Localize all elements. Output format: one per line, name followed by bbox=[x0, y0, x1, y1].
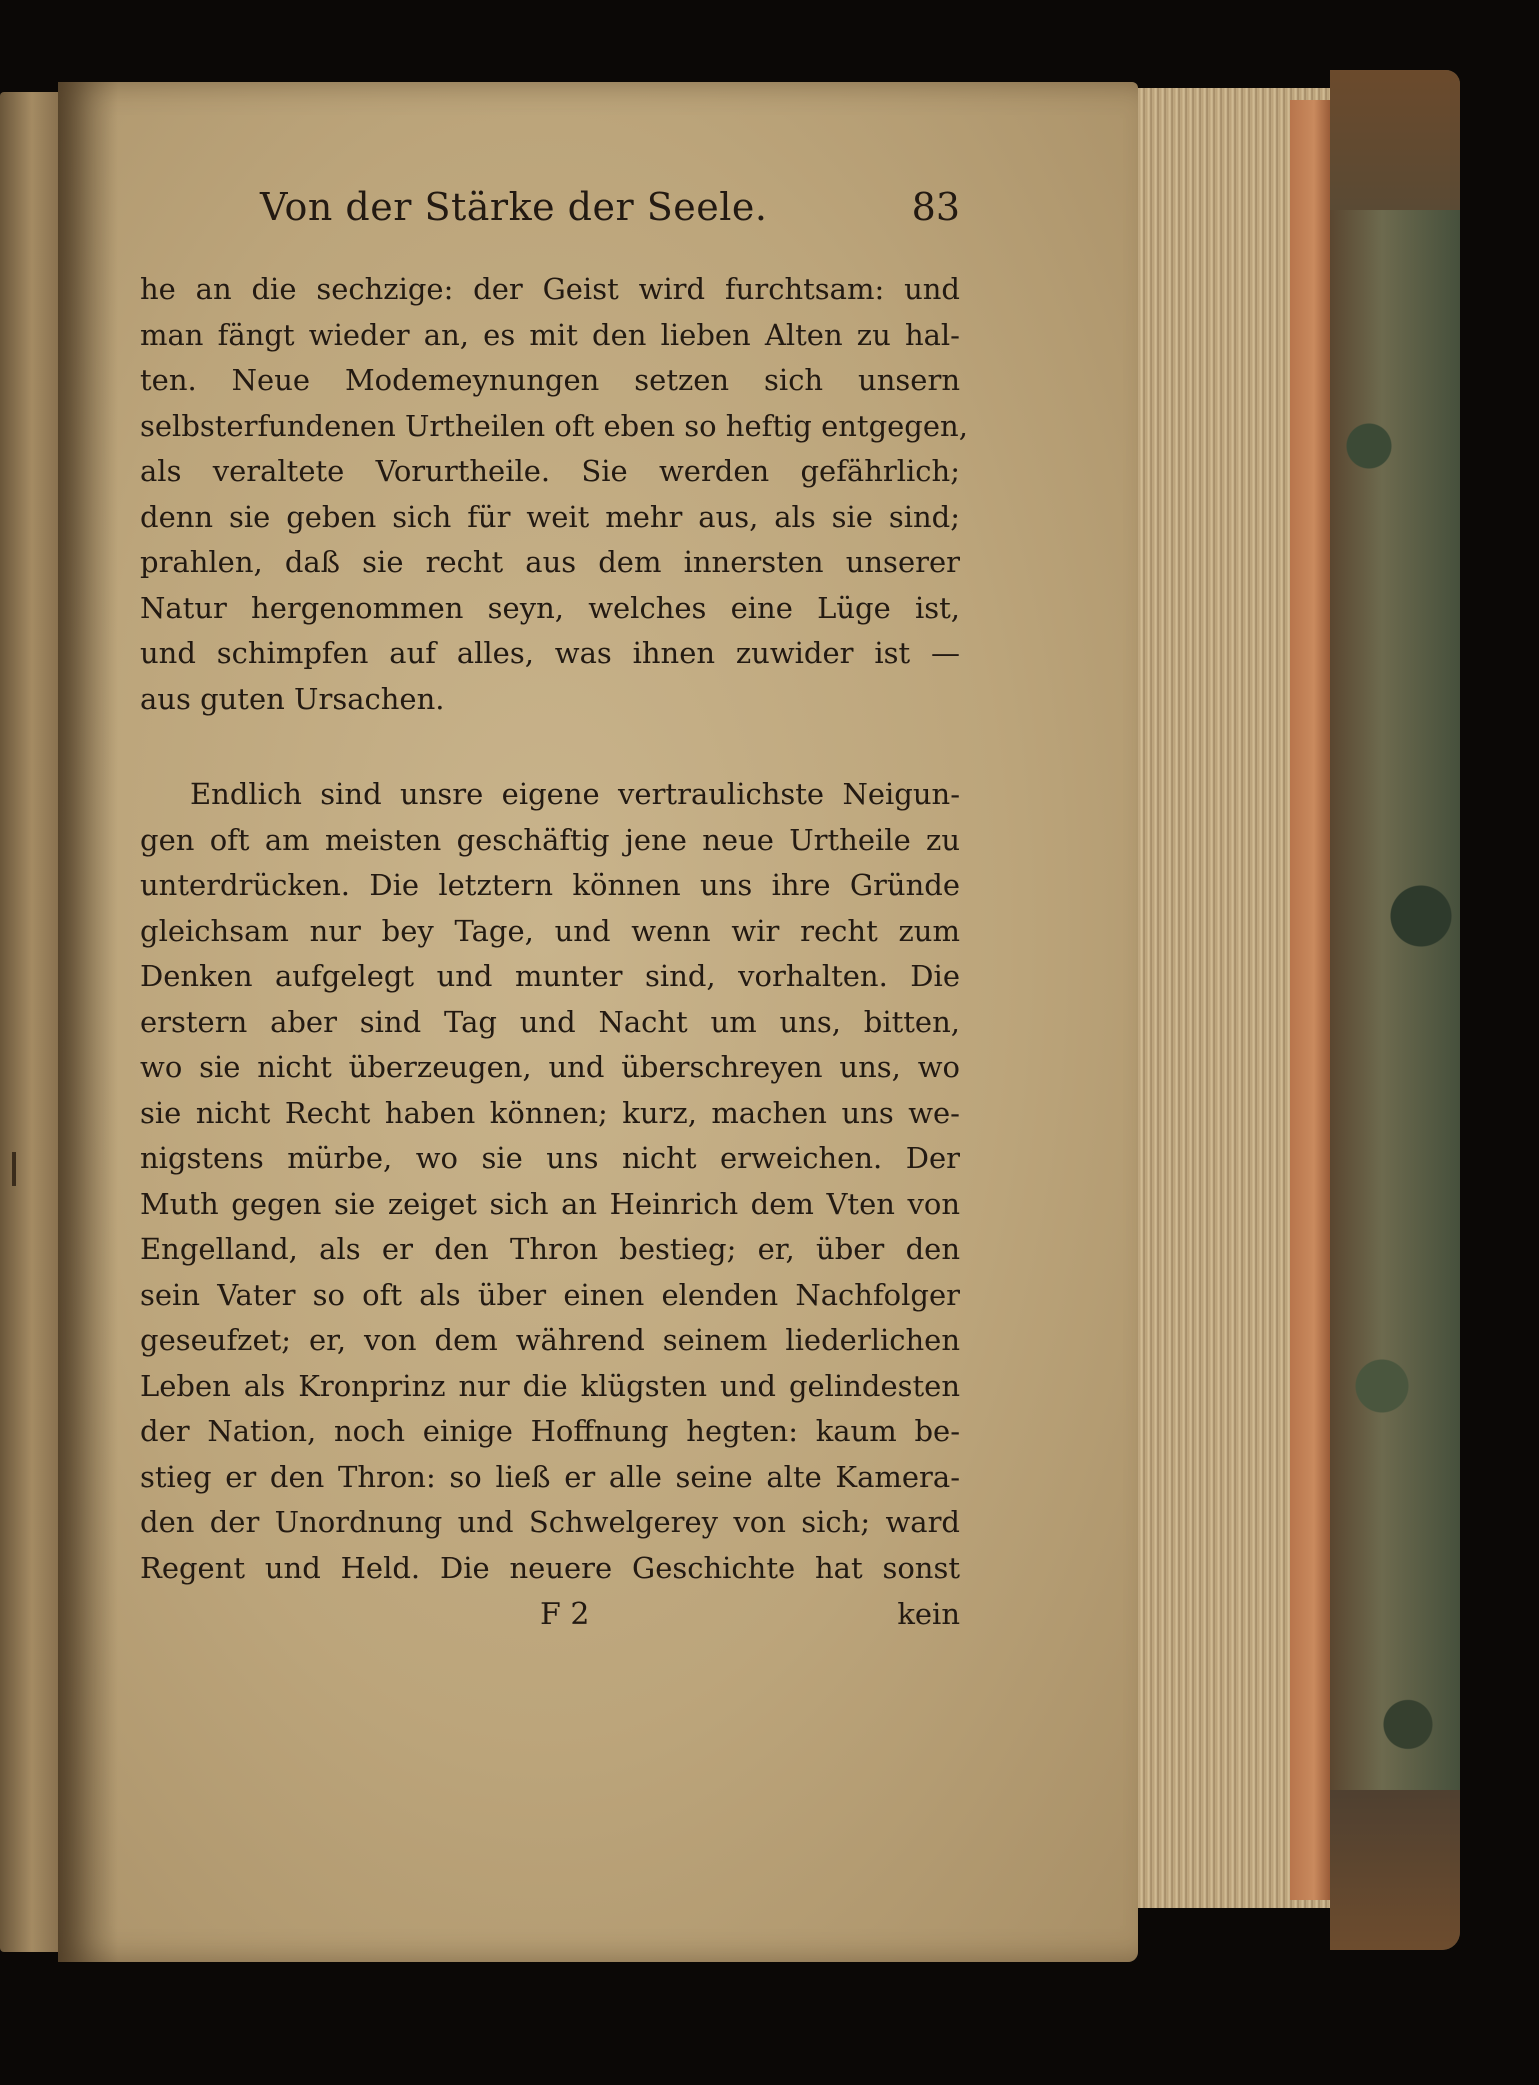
text-line: nigstens mürbe, wo sie uns nicht erweichen. Der bbox=[140, 1141, 960, 1175]
gutter-shadow bbox=[58, 82, 118, 1962]
text-line: wo sie nicht überzeugen, und überschreyen uns, wo bbox=[140, 1050, 960, 1084]
left-page-mark bbox=[12, 1152, 16, 1186]
text-line: geseufzet; er, von dem während seinem liederlichen bbox=[140, 1323, 960, 1357]
text-line: der Nation, noch einige Hoffnung hegten: kaum be- bbox=[140, 1414, 960, 1448]
text-line: als veraltete Vorurtheile. Sie werden gefährlich; bbox=[140, 454, 960, 488]
paragraph-1 bbox=[140, 267, 968, 722]
text-line: Natur hergenommen seyn, welches eine Lüge ist, bbox=[140, 590, 960, 625]
text-line: prahlen, daß sie recht aus dem innersten unserer bbox=[140, 545, 960, 579]
text-line: Leben als Kronprinz nur die klügsten und gelindesten bbox=[140, 1368, 960, 1403]
text-line: und schimpfen auf alles, was ihnen zuwider ist — bbox=[140, 636, 960, 670]
text-line: gen oft am meisten geschäftig jene neue Urtheile zu bbox=[140, 822, 960, 857]
running-head: Von der Stärke der Seele. bbox=[260, 185, 768, 229]
text-line: ten. Neue Modemeynungen setzen sich unsern bbox=[140, 363, 960, 397]
text-line: Endlich sind unsre eigene vertraulichste Neigun- bbox=[190, 777, 960, 811]
left-page-edge bbox=[0, 92, 58, 1952]
text-line: denn sie geben sich für weit mehr aus, als sie sind; bbox=[140, 499, 960, 534]
text-line: den der Unordnung und Schwelgerey von sich; ward bbox=[140, 1505, 960, 1539]
page-footer bbox=[140, 1597, 960, 1647]
page-number: 83 bbox=[911, 185, 960, 229]
text-line: erstern aber sind Tag und Nacht um uns, bitten, bbox=[140, 1004, 960, 1039]
text-line: aus guten Ursachen. bbox=[140, 681, 445, 716]
catchword: kein bbox=[897, 1597, 960, 1631]
red-page-edge bbox=[1290, 100, 1330, 1900]
paragraph-2 bbox=[140, 772, 960, 1591]
page-header bbox=[140, 185, 960, 245]
text-line: man fängt wieder an, es mit den lieben Alten zu hal- bbox=[140, 317, 960, 352]
text-line: selbsterfundenen Urtheilen oft eben so heftig entgegen, bbox=[140, 408, 968, 443]
signature-mark: F 2 bbox=[540, 1597, 590, 1632]
text-line: unterdrücken. Die letztern können uns ihre Gründe bbox=[140, 868, 960, 902]
page-text bbox=[140, 185, 968, 1647]
text-line: sie nicht Recht haben können; kurz, machen uns we- bbox=[140, 1095, 960, 1130]
paragraph-gap bbox=[140, 722, 960, 772]
cover-leather-top bbox=[1330, 70, 1460, 210]
text-line: Regent und Held. Die neuere Geschichte hat sonst bbox=[140, 1550, 960, 1585]
cover-leather-bottom bbox=[1330, 1790, 1460, 1950]
text-line: sein Vater so oft als über einen elenden Nachfolger bbox=[140, 1277, 960, 1312]
text-line: he an die sechzige: der Geist wird furchtsam: und bbox=[140, 272, 960, 306]
text-line: Engelland, als er den Thron bestieg; er, über den bbox=[140, 1232, 960, 1266]
text-line: Muth gegen sie zeiget sich an Heinrich dem Vten von bbox=[140, 1186, 960, 1221]
text-line: Denken aufgelegt und munter sind, vorhalten. Die bbox=[140, 959, 960, 993]
text-line: gleichsam nur bey Tage, und wenn wir recht zum bbox=[140, 913, 960, 948]
text-line: stieg er den Thron: so ließ er alle seine alte Kamera- bbox=[140, 1459, 960, 1494]
marbled-cover bbox=[1330, 70, 1460, 1950]
